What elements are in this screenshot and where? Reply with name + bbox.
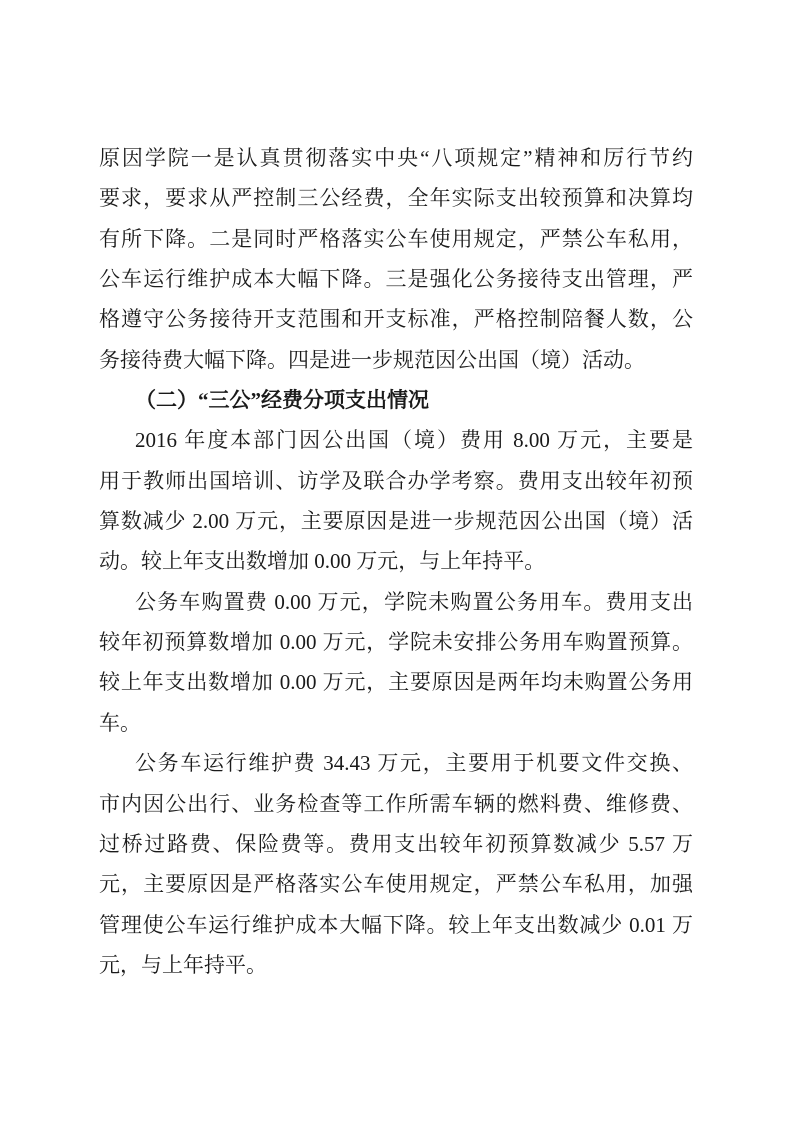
paragraph-4-line-6: 元，与上年持平。	[99, 952, 267, 977]
document-body-text	[99, 138, 693, 985]
paragraph-4-line-4: 元，主要原因是严格落实公车使用规定，严禁公车私用，加强	[99, 872, 693, 897]
paragraph-4-line-1: 公务车运行维护费 34.43 万元，主要用于机要文件交换、	[135, 751, 693, 776]
paragraph-4-line-2: 市内因公出行、业务检查等工作所需车辆的燃料费、维修费、	[99, 791, 693, 816]
paragraph-4-line-5: 管理使公车运行维护成本大幅下降。较上年支出数减少 0.01 万	[99, 912, 693, 937]
paragraph-1-line-4: 公车运行维护成本大幅下降。三是强化公务接待支出管理，严	[99, 267, 693, 292]
paragraph-3-line-1: 公务车购置费 0.00 万元，学院未购置公务用车。费用支出	[135, 589, 693, 614]
paragraph-3-line-4: 车。	[99, 710, 141, 735]
paragraph-2-line-4: 动。较上年支出数增加 0.00 万元，与上年持平。	[99, 549, 546, 574]
paragraph-4-line-3: 过桥过路费、保险费等。费用支出较年初预算数减少 5.57 万	[99, 831, 693, 856]
paragraph-1-line-3: 有所下降。二是同时严格落实公车使用规定，严禁公车私用，	[99, 226, 693, 251]
paragraph-2-line-3: 算数减少 2.00 万元，主要原因是进一步规范因公出国（境）活	[99, 509, 693, 534]
paragraph-1-line-6: 务接待费大幅下降。四是进一步规范因公出国（境）活动。	[99, 347, 645, 372]
paragraph-3-line-3: 较上年支出数增加 0.00 万元，主要原因是两年均未购置公务用	[99, 670, 693, 695]
paragraph-2-line-2: 用于教师出国培训、访学及联合办学考察。费用支出较年初预	[99, 468, 693, 493]
paragraph-2-line-1: 2016 年度本部门因公出国（境）费用 8.00 万元，主要是	[135, 428, 693, 453]
paragraph-3-line-2: 较年初预算数增加 0.00 万元，学院未安排公务用车购置预算。	[99, 630, 693, 655]
paragraph-1-line-1: 原因学院一是认真贯彻落实中央“八项规定”精神和厉行节约	[99, 146, 693, 170]
paragraph-1-line-2: 要求，要求从严控制三公经费，全年实际支出较预算和决算均	[99, 186, 693, 211]
paragraph-1-line-5: 格遵守公务接待开支范围和开支标准，严格控制陪餐人数，公	[99, 307, 693, 332]
section-heading: （二）“三公”经费分项支出情况	[135, 388, 429, 413]
